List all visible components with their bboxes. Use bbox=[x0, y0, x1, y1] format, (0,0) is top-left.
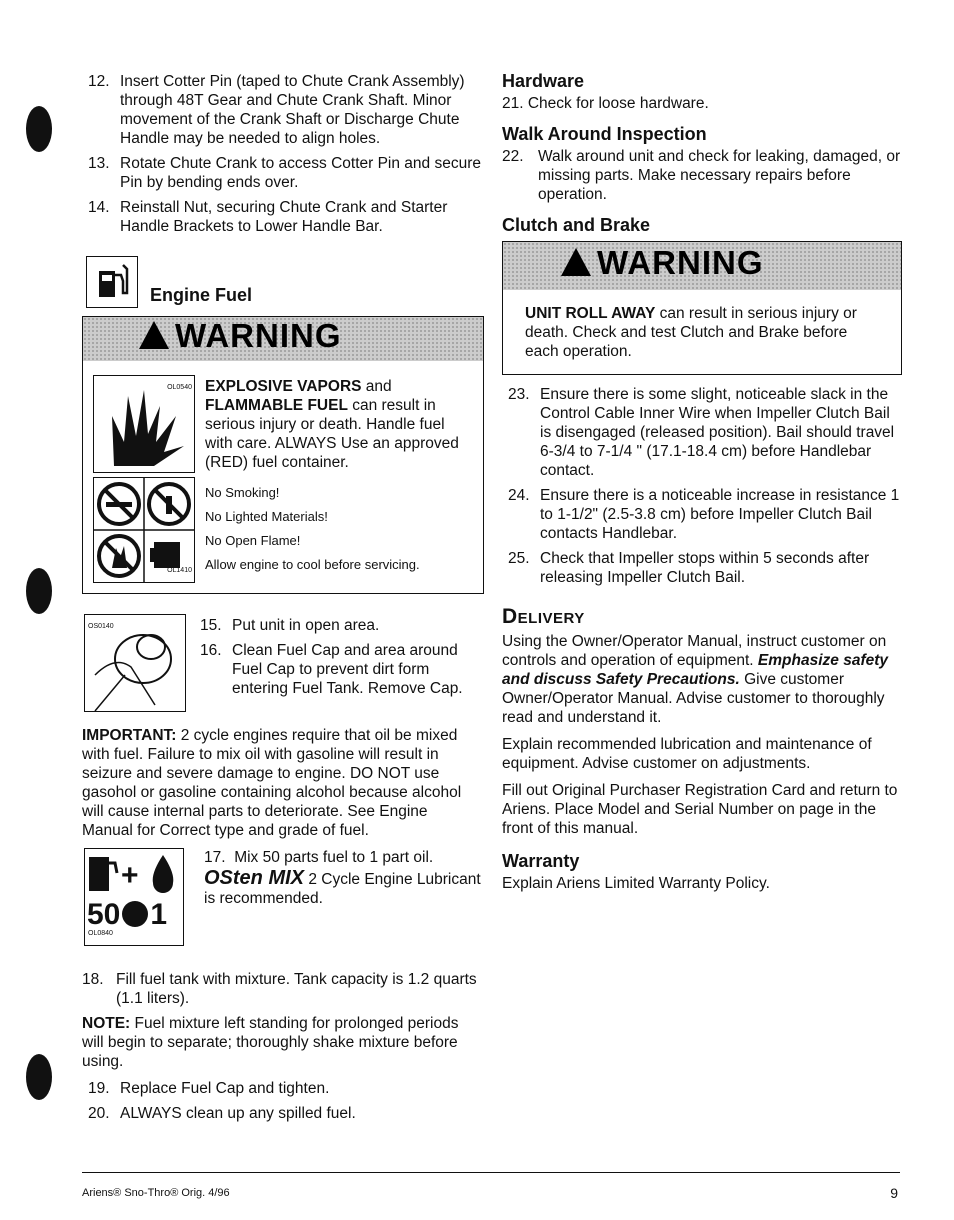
mix-section bbox=[82, 848, 482, 950]
step-text: Replace Fuel Cap and tighten. bbox=[120, 1080, 330, 1097]
warning-header bbox=[83, 317, 483, 361]
warning-triangle-icon bbox=[139, 321, 169, 349]
binder-hole-top bbox=[26, 106, 52, 152]
step-text: Check that Impeller stops within 5 seconds after releasing Impeller Clutch Bail. bbox=[540, 550, 870, 586]
step-item bbox=[194, 641, 484, 698]
step-22 bbox=[502, 147, 902, 204]
step-item bbox=[502, 549, 902, 587]
delivery-paragraph-2: Explain recommended lubrication and maintenance of equipment. Advise customer on adjustments. bbox=[502, 736, 872, 772]
clutch-warning-box bbox=[502, 241, 902, 375]
step-18 bbox=[82, 970, 482, 1008]
note-text: Fuel mixture left standing for prolonged periods will begin to separate; thoroughly shake mixture before using. bbox=[82, 1015, 459, 1070]
mix-ratio-right: 1 bbox=[150, 898, 168, 931]
delivery-paragraph-3: Fill out Original Purchaser Registration Card and return to Ariens. Place Model and Serial Number on page in the front of this manual. bbox=[502, 782, 898, 837]
explosion-icon bbox=[93, 375, 195, 473]
clutch-warning-word: WARNING bbox=[597, 244, 764, 281]
safety-rules-list bbox=[205, 481, 475, 577]
important-paragraph bbox=[82, 726, 482, 840]
flammable-bold: FLAMMABLE FUEL bbox=[205, 397, 348, 414]
fuel-oil-mix-icon bbox=[84, 848, 184, 946]
explosive-text bbox=[205, 377, 465, 472]
fuel-pump-icon bbox=[86, 256, 138, 308]
binder-hole-bottom bbox=[26, 1054, 52, 1100]
fuel-plus-oil-icon bbox=[85, 851, 183, 901]
unit-roll-text: can result in serious injury or death. Check and test Clutch and Brake before each operation. bbox=[525, 305, 857, 360]
fuel-cap-section bbox=[82, 614, 482, 714]
rules-code: OL1410 bbox=[167, 567, 192, 574]
safety-rule: Allow engine to cool before servicing. bbox=[205, 557, 420, 572]
engine-fuel-title: Engine Fuel bbox=[150, 285, 253, 305]
step-num: 15. bbox=[200, 617, 222, 634]
warranty-title: Warranty bbox=[502, 851, 580, 871]
step-item bbox=[194, 616, 484, 635]
warning-label bbox=[139, 317, 342, 354]
clutch-brake-title: Clutch and Brake bbox=[502, 215, 651, 235]
safety-icons-grid bbox=[93, 477, 195, 583]
engine-fuel-heading bbox=[82, 256, 482, 314]
mix-arrows-icon bbox=[122, 901, 148, 927]
step-text: Put unit in open area. bbox=[232, 617, 380, 634]
no-lighted-materials-icon bbox=[149, 484, 189, 524]
step18-num: 18. bbox=[82, 971, 104, 988]
step-item bbox=[82, 1104, 482, 1123]
no-smoking-icon bbox=[99, 484, 139, 524]
steps-15-16 bbox=[194, 616, 484, 704]
fuel-warning-box bbox=[82, 316, 484, 594]
step-item bbox=[82, 72, 482, 148]
step-text: Ensure there is some slight, noticeable slack in the Control Cable Inner Wire when Impeller Clutch Bail is disengaged (released position). Bail should travel 6-3/4 to 7-1/4 " (17.1-18.4 cm) before Handlebar contact. bbox=[540, 386, 895, 479]
step-num: 12. bbox=[88, 73, 110, 90]
step-num: 20. bbox=[88, 1105, 110, 1122]
step-item bbox=[502, 486, 902, 543]
step-num: 24. bbox=[508, 487, 530, 504]
step-text: Rotate Chute Crank to access Cotter Pin and secure Pin by bending ends over. bbox=[120, 155, 481, 191]
step-num: 19. bbox=[88, 1080, 110, 1097]
step-num: 23. bbox=[508, 386, 530, 403]
fuel-cap-illustration bbox=[84, 614, 186, 712]
important-text: 2 cycle engines require that oil be mixed with fuel. Failure to mix oil with gasoline will result in seizure and severe damage to engine. DO NOT use gasohol or gasoline containing alcohol because alcohol will cause internal parts to deteriorate. See Engine Manual for Correct type and grade of fuel. bbox=[82, 727, 462, 839]
explosive-rest: can result in serious injury or death. Handle fuel with care. ALWAYS Use an approved (RED) fuel container. bbox=[205, 397, 459, 471]
step-item bbox=[502, 385, 902, 480]
unit-roll-away-text bbox=[525, 304, 885, 361]
explosive-bold: EXPLOSIVE VAPORS bbox=[205, 378, 362, 395]
clutch-warning-triangle-icon bbox=[561, 248, 591, 276]
binder-hole-middle bbox=[26, 568, 52, 614]
clutch-warning-label bbox=[561, 244, 764, 281]
step22-text: Walk around unit and check for leaking, damaged, or missing parts. Make necessary repairs before operation. bbox=[538, 148, 901, 203]
step-text: Insert Cotter Pin (taped to Chute Crank Assembly) through 48T Gear and Chute Crank Shaft. Minor movement of the Crank Shaft or Discharge Chute Handle may be needed to align holes. bbox=[120, 73, 465, 147]
note-paragraph bbox=[82, 1014, 482, 1071]
safety-rule: No Smoking! bbox=[205, 485, 280, 500]
page-number: 9 bbox=[890, 1185, 898, 1201]
footer-left: Ariens® Sno-Thro® Orig. 4/96 bbox=[82, 1187, 230, 1199]
delivery-emphasis: Emphasize safety and discuss Safety Precautions. bbox=[502, 652, 889, 688]
warning-word: WARNING bbox=[175, 317, 342, 354]
step-text: Clean Fuel Cap and area around Fuel Cap to prevent dirt form entering Fuel Tank. Remove Cap. bbox=[232, 642, 463, 697]
walk-around-title: Walk Around Inspection bbox=[502, 124, 707, 144]
step17-text: Mix 50 parts fuel to 1 part oil. bbox=[234, 849, 434, 866]
left-column bbox=[82, 72, 482, 1129]
step-text: Reinstall Nut, securing Chute Crank and Starter Handle Brackets to Lower Handle Bar. bbox=[120, 199, 448, 235]
unit-roll-bold: UNIT ROLL AWAY bbox=[525, 305, 656, 322]
step22-num: 22. bbox=[502, 148, 524, 165]
delivery-p1a: Using the Owner/Operator Manual, instruct customer on controls and operation of equipment. bbox=[502, 633, 887, 669]
cap-code: OS0140 bbox=[88, 623, 114, 630]
delivery-p1b: Give customer Owner/Operator Manual. Advise customer to thoroughly read and understand it. bbox=[502, 671, 885, 726]
step-text: Ensure there is a noticeable increase in resistance 1 to 1-1/2" (2.5-3.8 cm) before Impeller Clutch Bail contacts Handlebar. bbox=[540, 487, 900, 542]
hardware-title: Hardware bbox=[502, 71, 585, 91]
safety-rule: No Lighted Materials! bbox=[205, 509, 328, 524]
explosive-and: and bbox=[361, 378, 392, 395]
step-item bbox=[82, 198, 482, 236]
step-num: 13. bbox=[88, 155, 110, 172]
steps-23-25 bbox=[502, 385, 902, 587]
delivery-paragraph-1 bbox=[502, 632, 902, 727]
steps-19-20 bbox=[82, 1079, 482, 1123]
step-num: 14. bbox=[88, 199, 110, 216]
note-label: NOTE: bbox=[82, 1015, 131, 1032]
important-label: IMPORTANT: bbox=[82, 727, 177, 744]
fire-code: OL0540 bbox=[167, 384, 192, 391]
step-item bbox=[82, 154, 482, 192]
svg-text:+: + bbox=[121, 859, 139, 892]
step-21: 21. Check for loose hardware. bbox=[502, 95, 709, 112]
no-open-flame-icon bbox=[99, 536, 139, 576]
steps-12-14 bbox=[82, 72, 482, 236]
right-column bbox=[502, 72, 902, 901]
warranty-text: Explain Ariens Limited Warranty Policy. bbox=[502, 875, 770, 892]
step17-num: 17. bbox=[204, 849, 226, 866]
step-text: ALWAYS clean up any spilled fuel. bbox=[120, 1105, 356, 1122]
delivery-title: Delivery bbox=[502, 605, 585, 628]
step-17 bbox=[204, 848, 484, 908]
step-item bbox=[82, 1079, 482, 1098]
step-num: 25. bbox=[508, 550, 530, 567]
clutch-warning-header bbox=[503, 242, 901, 290]
step17-tail: 2 Cycle Engine Lubricant is recommended. bbox=[204, 871, 481, 907]
page-footer bbox=[82, 1172, 900, 1201]
mix-code: OL0840 bbox=[88, 930, 113, 937]
mix-ratio-left: 50 bbox=[87, 898, 121, 931]
safety-rule: No Open Flame! bbox=[205, 533, 301, 548]
step18-text: Fill fuel tank with mixture. Tank capacity is 1.2 quarts (1.1 liters). bbox=[116, 971, 477, 1007]
step-num: 16. bbox=[200, 642, 222, 659]
osten-mix-logo: OSten MIX bbox=[204, 867, 305, 889]
